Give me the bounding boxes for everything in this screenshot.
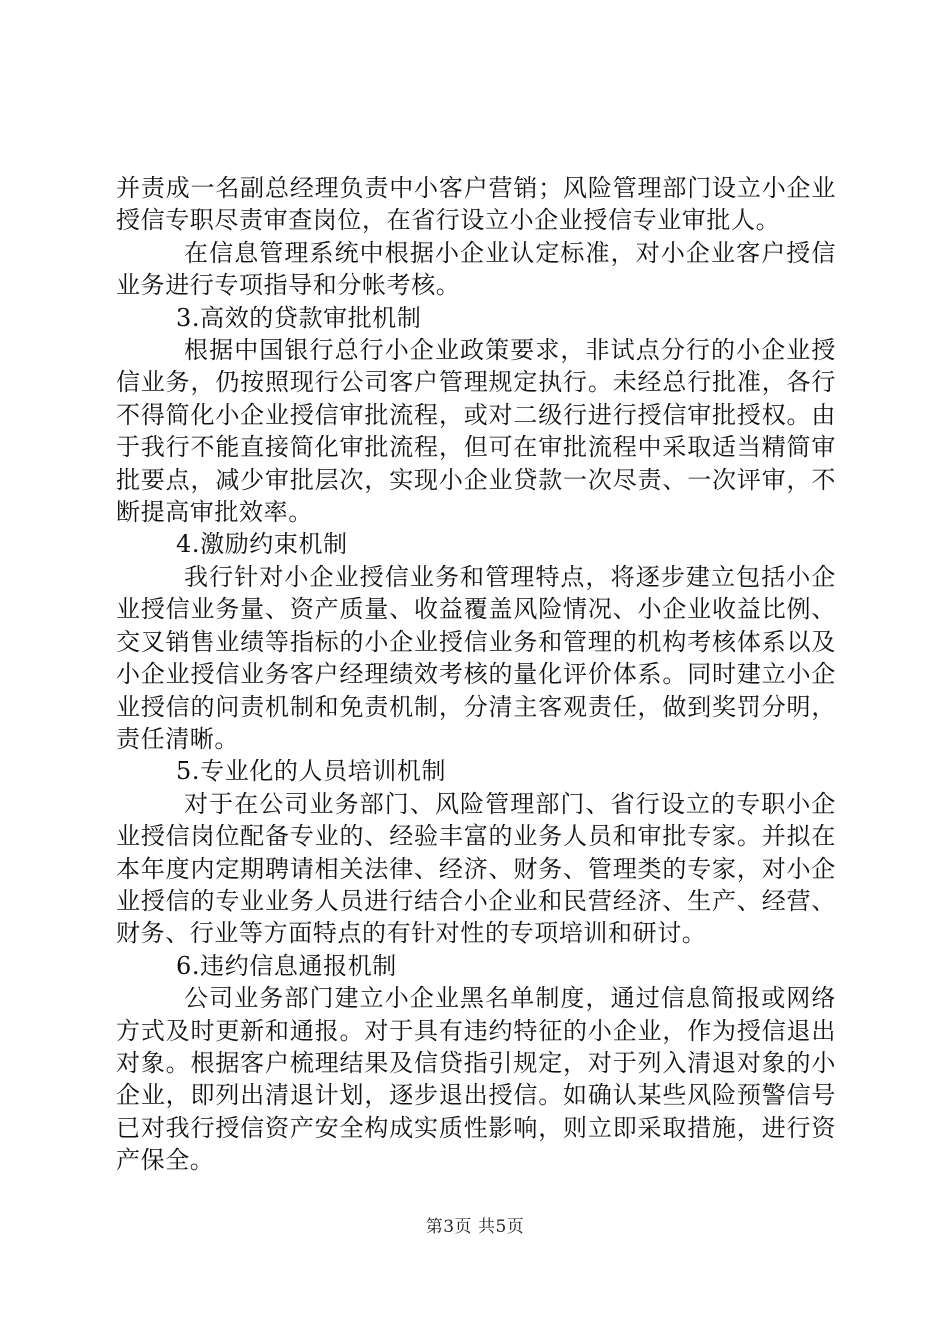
paragraph-info-system: 在信息管理系统中根据小企业认定标准，对小企业客户授信业务进行专项指导和分帐考核。 — [116, 238, 836, 300]
heading-default-notification: 6.违约信息通报机制 — [176, 951, 397, 980]
paragraph-incentive-mechanism: 我行针对小企业授信业务和管理特点，将逐步建立包括小企业授信业务量、资产质量、收益覆盖风险情况、小企业收益比例、交叉销售业绩等指标的小企业授信业务和管理的机构考核体系以及小企业授信业务客户经理绩效考核的量化评价体系。同时建立小企业授信的问责机制和免责机制，分清主客观责任，做到奖罚分明，责任清晰。 — [116, 562, 836, 753]
document-body — [116, 172, 836, 1177]
heading-approval-mechanism: 3.高效的贷款审批机制 — [176, 303, 422, 332]
paragraph-role-assignment: 并责成一名副总经理负责中小客户营销；风险管理部门设立小企业授信专职尽责审查岗位，在省行设立小企业授信专业审批人。 — [116, 174, 836, 235]
paragraph-approval-mechanism: 根据中国银行总行小企业政策要求，非试点分行的小企业授信业务，仍按照现行公司客户管理规定执行。未经总行批准，各行不得简化小企业授信审批流程，或对二级行进行授信审批授权。由于我行不能直接简化审批流程，但可在审批流程中采取适当精简审批要点，减少审批层次，实现小企业贷款一次尽责、一次评审，不断提高审批效率。 — [116, 336, 836, 527]
paragraph-default-notification: 公司业务部门建立小企业黑名单制度，通过信息简报或网络方式及时更新和通报。对于具有违约特征的小企业，作为授信退出对象。根据客户梳理结果及信贷指引规定，对于列入清退对象的小企业，即列出清退计划，逐步退出授信。如确认某些风险预警信号已对我行授信资产安全构成实质性影响，则立即采取措施，进行资产保全。 — [116, 984, 836, 1175]
heading-training-mechanism: 5.专业化的人员培训机制 — [176, 757, 447, 786]
page-number-footer: 第3页 共5页 — [425, 1217, 525, 1237]
paragraph-training-mechanism: 对于在公司业务部门、风险管理部门、省行设立的专职小企业授信岗位配备专业的、经验丰富的业务人员和审批专家。并拟在本年度内定期聘请相关法律、经济、财务、管理类的专家，对小企业授信的专业业务人员进行结合小企业和民营经济、生产、经营、财务、行业等方面特点的有针对性的专项培训和研讨。 — [116, 789, 836, 948]
heading-incentive-mechanism: 4.激励约束机制 — [176, 530, 348, 559]
